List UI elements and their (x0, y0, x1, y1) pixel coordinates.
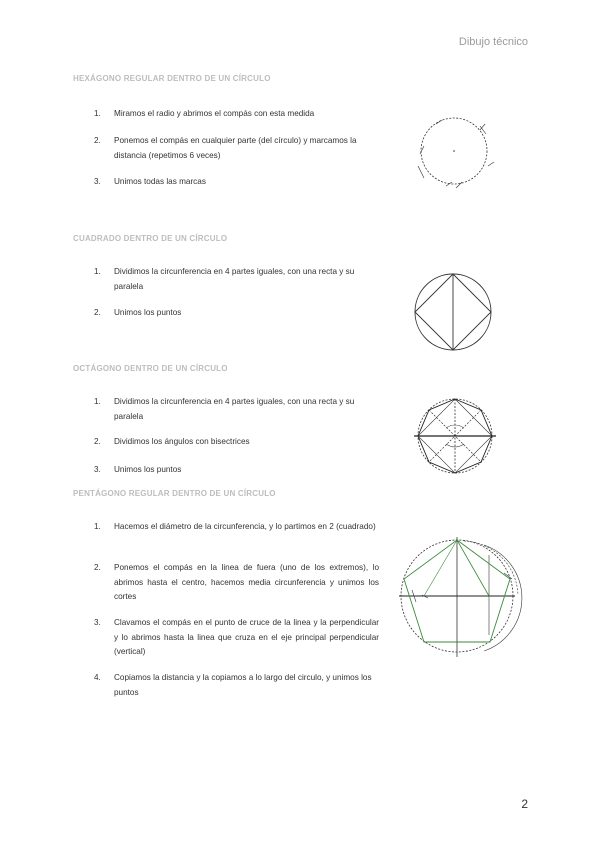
pentagon-construction-figure (394, 535, 520, 659)
list-item-number: 3. (94, 618, 101, 627)
hexagon-center-mark (453, 150, 455, 152)
document-header-subject: Dibujo técnico (458, 36, 528, 48)
hexagon-construction-figure (416, 116, 496, 191)
list-item-number: 2. (94, 437, 101, 446)
list-item-number: 1. (94, 109, 101, 118)
list-item-text: Unimos los puntos (114, 465, 182, 474)
list-item-number: 4. (94, 673, 101, 682)
section-title-pentagon: PENTÁGONO REGULAR DENTRO DE UN CÍRCULO (73, 489, 276, 498)
list-item-number: 2. (94, 308, 101, 317)
list-item-text: Dividimos los ángulos con bisectrices (114, 437, 250, 446)
list-item-number: 3. (94, 465, 101, 474)
list-item-text: Unimos todas las marcas (114, 177, 206, 186)
list-item-text: Ponemos el compás en cualquier parte (del círculo) y marcamos la distancia (repetimos 6 veces) (114, 136, 357, 160)
octagon-construction-figure (412, 398, 498, 478)
page-number: 2 (521, 797, 528, 811)
section-title-octagon: OCTÁGONO DENTRO DE UN CÍRCULO (73, 364, 228, 373)
list-item-number: 1. (94, 267, 101, 276)
list-item-text: Dividimos la circunferencia en 4 partes iguales, con una recta y su paralela (114, 397, 355, 421)
list-item-text: Ponemos el compás en la linea de fuera (uno de los extremos), lo abrimos hasta el centro, hacemos media circunferencia y unimos los cortes (114, 563, 379, 601)
list-item-number: 1. (94, 522, 101, 531)
list-item-number: 2. (94, 563, 101, 572)
list-item-text: Unimos los puntos (114, 308, 182, 317)
list-item-text: Copiamos la distancia y la copiamos a lo largo del circulo, y unimos los puntos (114, 673, 372, 697)
section-title-hexagon: HEXÁGONO REGULAR DENTRO DE UN CÍRCULO (73, 74, 271, 83)
list-item-number: 1. (94, 397, 101, 406)
list-item-text: Miramos el radio y abrimos el compás con esta medida (114, 109, 315, 118)
list-item-text: Clavamos el compás en el punto de cruce de la linea y la perpendicular y lo abrimos hasta la linea que cruza en el eje principal perpendicular (vertical) (114, 618, 379, 656)
list-item-text: Hacemos el diámetro de la circunferencia, y lo partimos en 2 (cuadrado) (114, 522, 376, 531)
section-title-square: CUADRADO DENTRO DE UN CÍRCULO (73, 234, 228, 243)
list-item-number: 2. (94, 136, 101, 145)
list-item-number: 3. (94, 177, 101, 186)
list-item-text: Dividimos la circunferencia en 4 partes iguales, con una recta y su paralela (114, 267, 355, 291)
square-construction-figure (412, 271, 494, 353)
